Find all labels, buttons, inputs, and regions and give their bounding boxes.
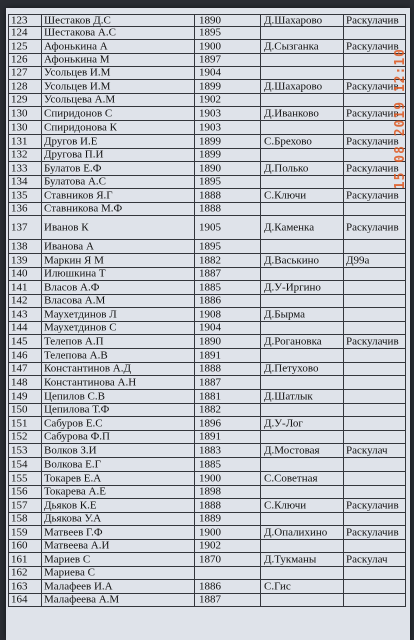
person-name: Другов И.Е bbox=[44, 136, 98, 147]
birth-year: 1904 bbox=[199, 67, 221, 79]
row-number: 130 bbox=[11, 108, 28, 119]
person-name: Сабуров Е.С bbox=[44, 418, 103, 429]
row-number: 160 bbox=[11, 540, 28, 552]
person-name: Усольцев И.М bbox=[44, 81, 111, 92]
person-name: Константинов А.Д bbox=[44, 363, 131, 375]
note: Раскулачив bbox=[346, 163, 399, 174]
table-row bbox=[8, 54, 406, 67]
note: Д99а bbox=[346, 255, 370, 266]
person-name: Телепова А.В bbox=[44, 350, 108, 361]
table-row bbox=[8, 203, 406, 216]
table-row bbox=[8, 486, 406, 499]
village: Д.Петухово bbox=[264, 363, 319, 375]
birth-year: 1904 bbox=[199, 322, 221, 334]
row-number: 147 bbox=[11, 363, 28, 375]
row-number: 124 bbox=[11, 27, 28, 39]
row-number: 129 bbox=[11, 94, 28, 106]
row-number: 142 bbox=[11, 295, 28, 307]
table-row bbox=[8, 567, 406, 580]
village: Д.Шахарово bbox=[264, 81, 323, 92]
table-row bbox=[8, 135, 406, 149]
person-name: Маркин Я М bbox=[44, 255, 104, 266]
village: Д.Шатлык bbox=[264, 391, 313, 402]
village: Д.Опалихино bbox=[264, 527, 328, 538]
table-row bbox=[8, 189, 406, 203]
note: Раскулач bbox=[346, 554, 388, 565]
person-name: Малафеева А.М bbox=[44, 594, 120, 606]
person-name: Цепилова Т.Ф bbox=[44, 404, 110, 416]
table-row bbox=[8, 240, 406, 254]
birth-year: 1886 bbox=[199, 295, 221, 307]
table-row bbox=[8, 390, 406, 404]
row-number: 141 bbox=[11, 282, 28, 293]
person-name: Шестаков Д.С bbox=[44, 15, 111, 26]
row-number: 144 bbox=[11, 322, 28, 334]
birth-year: 1903 bbox=[199, 122, 221, 133]
table-row bbox=[8, 594, 406, 607]
table-row bbox=[8, 176, 406, 189]
row-number: 123 bbox=[11, 15, 28, 26]
village: Д.Иванково bbox=[264, 108, 319, 119]
birth-year: 1895 bbox=[199, 241, 221, 252]
table-row bbox=[8, 431, 406, 444]
village: Д.Тукманы bbox=[264, 554, 317, 565]
person-name: Афонькина М bbox=[44, 54, 110, 66]
person-name: Цепилов С.В bbox=[44, 391, 105, 402]
village: С.Ключи bbox=[264, 190, 307, 201]
person-name: Иванов К bbox=[44, 222, 89, 233]
row-number: 152 bbox=[11, 431, 28, 443]
person-name: Дьяков К.Е bbox=[44, 500, 97, 511]
birth-year: 1883 bbox=[199, 445, 221, 456]
birth-year: 1887 bbox=[199, 377, 221, 388]
person-name: Маухетдинов С bbox=[44, 322, 117, 334]
table-row bbox=[8, 472, 406, 486]
village: С.Ключи bbox=[264, 500, 307, 511]
table-row bbox=[8, 27, 406, 40]
row-number: 130 bbox=[11, 122, 28, 133]
birth-year: 1885 bbox=[199, 282, 221, 293]
birth-year: 1888 bbox=[199, 363, 221, 375]
birth-year: 1902 bbox=[199, 94, 221, 106]
person-name: Усольцев И.М bbox=[44, 67, 111, 79]
table-row bbox=[8, 417, 406, 431]
note: Раскулачив bbox=[346, 41, 399, 52]
note: Раскулачив bbox=[346, 136, 399, 147]
birth-year: 1888 bbox=[199, 203, 221, 215]
table-row bbox=[8, 121, 406, 135]
table-row bbox=[8, 322, 406, 335]
birth-year: 1900 bbox=[199, 527, 221, 538]
row-number: 156 bbox=[11, 486, 28, 498]
person-name: Другова П.И bbox=[44, 149, 104, 161]
village: Д.У-Лог bbox=[264, 418, 303, 429]
person-name: Токарев Е.А bbox=[44, 473, 102, 484]
birth-year: 1887 bbox=[199, 268, 221, 280]
birth-year: 1899 bbox=[199, 136, 221, 147]
note: Раскулачив bbox=[346, 81, 399, 92]
row-number: 162 bbox=[11, 567, 28, 579]
person-name: Мариева С bbox=[44, 567, 95, 579]
person-name: Иванова А bbox=[44, 241, 94, 252]
table-row bbox=[8, 67, 406, 80]
person-name: Афонькина А bbox=[44, 41, 108, 52]
village: Д.Мостовая bbox=[264, 445, 320, 456]
row-number: 135 bbox=[11, 190, 28, 201]
person-name: Телепов А.П bbox=[44, 336, 104, 347]
village: С.Советная bbox=[264, 473, 318, 484]
birth-year: 1895 bbox=[199, 176, 221, 188]
table-row bbox=[8, 268, 406, 281]
village: Д.Каменка bbox=[264, 222, 315, 233]
birth-year: 1891 bbox=[199, 431, 221, 443]
row-number: 134 bbox=[11, 176, 28, 188]
person-name: Токарева А.Е bbox=[44, 486, 106, 498]
person-name: Константинова А.Н bbox=[44, 377, 137, 388]
person-name: Волкова Е.Г bbox=[44, 459, 101, 470]
person-name: Спиридонов С bbox=[44, 108, 113, 119]
row-number: 137 bbox=[11, 222, 28, 233]
person-name: Малафеев И.А bbox=[44, 581, 113, 592]
row-number: 158 bbox=[11, 513, 28, 525]
birth-year: 1881 bbox=[199, 391, 221, 402]
row-number: 157 bbox=[11, 500, 28, 511]
row-number: 164 bbox=[11, 594, 28, 606]
note: Раскулачив bbox=[346, 190, 399, 201]
person-name: Илюшкина Т bbox=[44, 268, 106, 280]
village: Д.Полько bbox=[264, 163, 309, 174]
table-row bbox=[8, 40, 406, 54]
row-number: 153 bbox=[11, 445, 28, 456]
village: Д.Рогановка bbox=[264, 336, 322, 347]
table-row bbox=[8, 94, 406, 107]
table-row bbox=[8, 281, 406, 295]
document-page bbox=[6, 8, 410, 640]
table-row bbox=[8, 295, 406, 308]
row-number: 154 bbox=[11, 459, 28, 470]
birth-year: 1898 bbox=[199, 486, 221, 498]
birth-year: 1889 bbox=[199, 513, 221, 525]
birth-year: 1900 bbox=[199, 41, 221, 52]
village: Д.У-Иргино bbox=[264, 282, 321, 293]
row-number: 159 bbox=[11, 527, 28, 538]
person-name: Власова А.М bbox=[44, 295, 106, 307]
birth-year: 1899 bbox=[199, 149, 221, 161]
row-number: 163 bbox=[11, 581, 28, 592]
person-name: Дьякова У.А bbox=[44, 513, 102, 525]
birth-year: 1905 bbox=[199, 222, 221, 233]
row-number: 148 bbox=[11, 377, 28, 388]
table-row bbox=[8, 499, 406, 513]
birth-year: 1899 bbox=[199, 81, 221, 92]
row-number: 143 bbox=[11, 309, 28, 320]
note: Раскулач bbox=[346, 445, 388, 456]
village: Д.Васькино bbox=[264, 255, 319, 266]
person-name: Власов А.Ф bbox=[44, 282, 100, 293]
table-row bbox=[8, 162, 406, 176]
table-row bbox=[8, 540, 406, 553]
row-number: 126 bbox=[11, 54, 28, 66]
table-row bbox=[8, 14, 406, 27]
row-number: 149 bbox=[11, 391, 28, 402]
table-row bbox=[8, 335, 406, 349]
birth-year: 1890 bbox=[199, 336, 221, 347]
row-number: 139 bbox=[11, 255, 28, 266]
row-number: 136 bbox=[11, 203, 28, 215]
person-name: Матвеев Г.Ф bbox=[44, 527, 103, 538]
table-row bbox=[8, 553, 406, 567]
row-number: 140 bbox=[11, 268, 28, 280]
row-number: 145 bbox=[11, 336, 28, 347]
row-number: 150 bbox=[11, 404, 28, 416]
birth-year: 1890 bbox=[199, 15, 221, 26]
person-name: Ставников Я.Г bbox=[44, 190, 113, 201]
person-name: Шестакова А.С bbox=[44, 27, 116, 39]
row-number: 161 bbox=[11, 554, 28, 565]
person-name: Спиридонова К bbox=[44, 122, 117, 133]
table-row bbox=[8, 363, 406, 376]
note: Раскулачив bbox=[346, 500, 399, 511]
birth-year: 1900 bbox=[199, 473, 221, 484]
person-name: Сабурова Ф.П bbox=[44, 431, 110, 443]
row-number: 155 bbox=[11, 473, 28, 484]
birth-year: 1885 bbox=[199, 459, 221, 470]
note: Раскулачив bbox=[346, 336, 399, 347]
village: С.Брехово bbox=[264, 136, 312, 147]
birth-year: 1903 bbox=[199, 108, 221, 119]
person-name: Булатова А.С bbox=[44, 176, 107, 188]
row-number: 128 bbox=[11, 81, 28, 92]
table-row bbox=[8, 254, 406, 268]
birth-year: 1895 bbox=[199, 27, 221, 39]
person-name: Волков З.И bbox=[44, 445, 97, 456]
birth-year: 1897 bbox=[199, 54, 221, 66]
table-row bbox=[8, 526, 406, 540]
birth-year: 1902 bbox=[199, 540, 221, 552]
table-row bbox=[8, 349, 406, 363]
birth-year: 1896 bbox=[199, 418, 221, 429]
birth-year: 1886 bbox=[199, 581, 221, 592]
table-row bbox=[8, 444, 406, 458]
table-row bbox=[8, 580, 406, 594]
person-name: Ставникова М.Ф bbox=[44, 203, 123, 215]
birth-year: 1890 bbox=[199, 163, 221, 174]
row-number: 146 bbox=[11, 350, 28, 361]
table-row bbox=[8, 404, 406, 417]
village: Д.Бырма bbox=[264, 309, 306, 320]
table-row bbox=[8, 216, 406, 240]
note: Раскулачив bbox=[346, 108, 399, 119]
row-number: 127 bbox=[11, 67, 28, 79]
row-number: 132 bbox=[11, 149, 28, 161]
table-row bbox=[8, 308, 406, 322]
table-row bbox=[8, 149, 406, 162]
row-number: 133 bbox=[11, 163, 28, 174]
date-stamp: 15 08 2019 12:10 bbox=[393, 48, 408, 190]
birth-year: 1908 bbox=[199, 309, 221, 320]
note: Раскулачив bbox=[346, 222, 399, 233]
row-number: 125 bbox=[11, 41, 28, 52]
birth-year: 1882 bbox=[199, 255, 221, 266]
table-row bbox=[8, 80, 406, 94]
birth-year: 1888 bbox=[199, 500, 221, 511]
birth-year: 1887 bbox=[199, 594, 221, 606]
village: Д.Сызганка bbox=[264, 41, 319, 52]
row-number: 151 bbox=[11, 418, 28, 429]
table-row bbox=[8, 107, 406, 121]
person-name: Усольцева А.М bbox=[44, 94, 116, 106]
village: Д.Шахарово bbox=[264, 15, 323, 26]
birth-year: 1870 bbox=[199, 554, 221, 565]
person-name: Матвеева А.И bbox=[44, 540, 110, 552]
birth-year: 1888 bbox=[199, 190, 221, 201]
row-number: 131 bbox=[11, 136, 28, 147]
person-name: Маухетдинов Л bbox=[44, 309, 117, 320]
table-row bbox=[8, 376, 406, 390]
table-row bbox=[8, 513, 406, 526]
row-number: 138 bbox=[11, 241, 28, 252]
note: Раскулачив bbox=[346, 527, 399, 538]
table-row bbox=[8, 458, 406, 472]
register-table bbox=[8, 14, 406, 607]
village: С.Гис bbox=[264, 581, 291, 592]
birth-year: 1891 bbox=[199, 350, 221, 361]
birth-year: 1882 bbox=[199, 404, 221, 416]
note: Раскулачив bbox=[346, 15, 399, 26]
person-name: Мариев С bbox=[44, 554, 91, 565]
person-name: Булатов Е.Ф bbox=[44, 163, 102, 174]
